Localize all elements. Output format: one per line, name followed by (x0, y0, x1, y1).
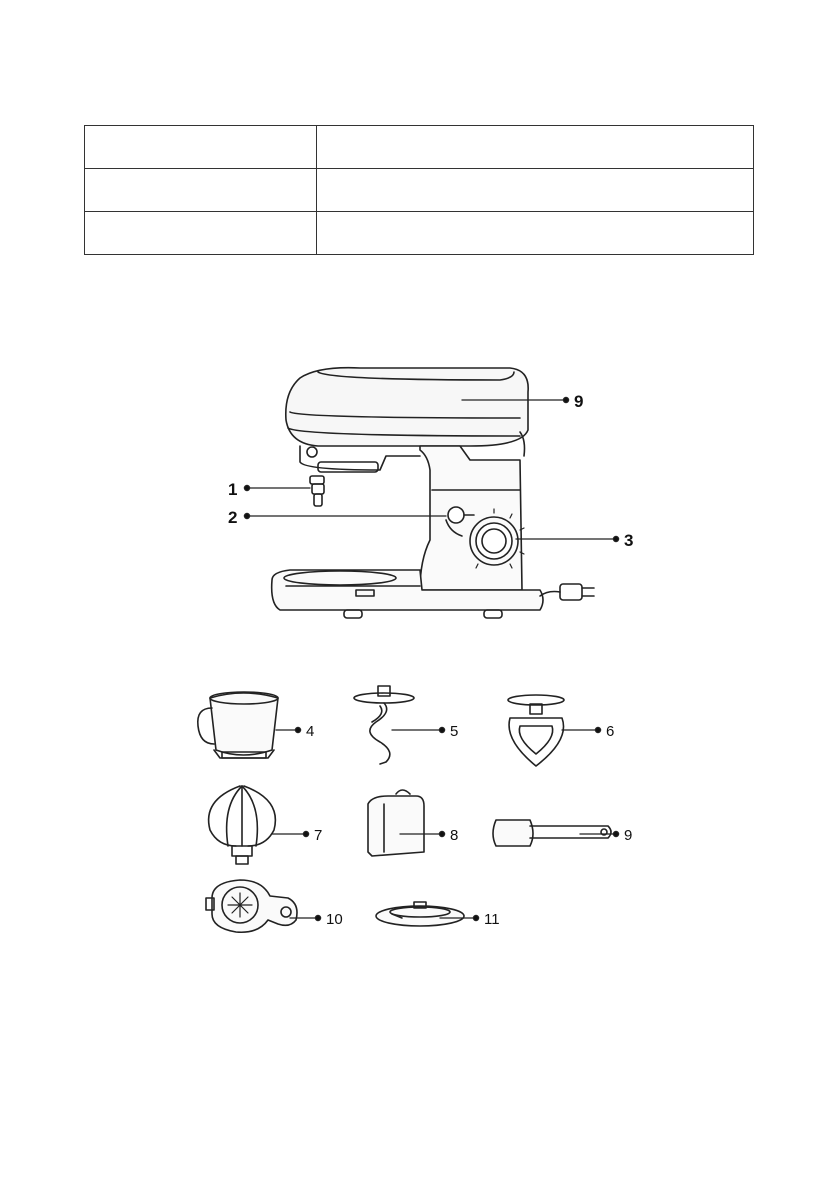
callout-10: 10 (326, 911, 343, 928)
callout-4: 4 (306, 723, 315, 740)
callout-11: 11 (484, 911, 500, 928)
flat-beater-illustration (508, 695, 564, 766)
callout-6: 6 (606, 723, 615, 740)
dust-cover-illustration (368, 790, 424, 856)
callout-5: 5 (450, 723, 459, 740)
spatula-illustration (493, 820, 611, 846)
stand-mixer-illustration (272, 368, 594, 618)
whisk-illustration (209, 786, 276, 864)
accessory-leaders (272, 727, 619, 920)
callout-1: 1 (228, 480, 238, 499)
callout-8: 8 (450, 827, 459, 844)
callout-9-mixer: 9 (574, 392, 584, 411)
egg-separator-illustration (206, 880, 297, 932)
callout-2: 2 (228, 508, 238, 527)
callout-9-spatula: 9 (624, 827, 633, 844)
callout-7: 7 (314, 827, 323, 844)
callout-3: 3 (624, 531, 634, 550)
splash-guard-illustration (376, 902, 464, 926)
dough-hook-illustration (354, 686, 414, 764)
bowl-illustration (198, 692, 278, 758)
